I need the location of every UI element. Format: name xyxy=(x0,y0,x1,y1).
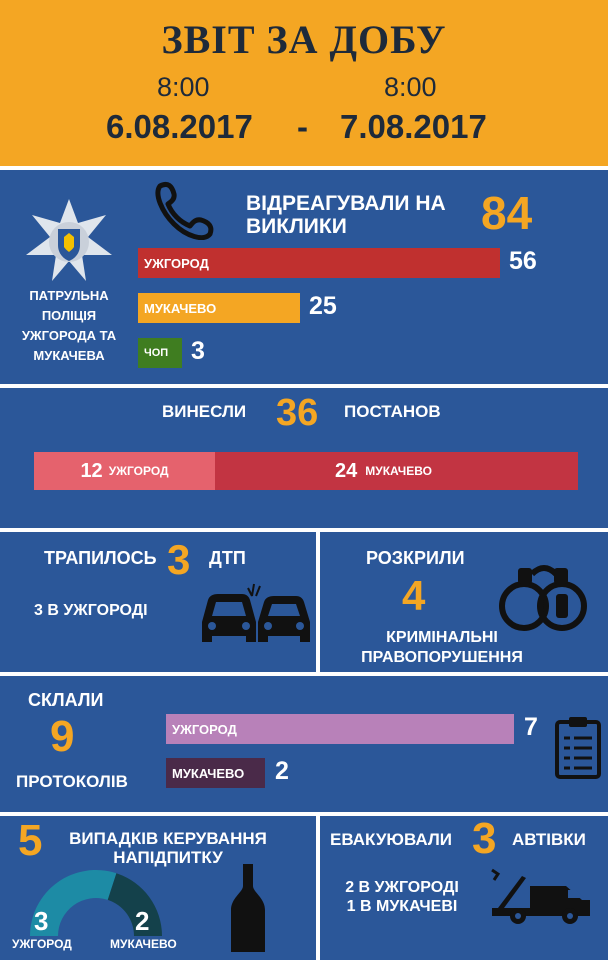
calls-bar-mukachevo: МУКАЧЕВО xyxy=(138,293,300,323)
calls-heading: ВІДРЕАГУВАЛИ НА ВИКЛИКИ xyxy=(246,192,446,238)
protocols-word1: СКЛАЛИ xyxy=(28,690,104,710)
tow-line2: 1 В МУКАЧЕВІ xyxy=(346,898,458,915)
page-title: ЗВІТ ЗА ДОБУ xyxy=(161,17,447,62)
calls-bar-uzhhorod: УЖГОРОД xyxy=(138,248,500,278)
calls-value-mukachevo: 25 xyxy=(309,292,337,320)
tow-text xyxy=(320,878,484,916)
date-from: 6.08.2017 xyxy=(106,108,253,145)
tow-word2: АВТІВКИ xyxy=(512,830,586,849)
accidents-detail: 3 В УЖГОРОДІ xyxy=(34,602,148,619)
drunk-line1: ВИПАДКІВ КЕРУВАННЯ xyxy=(69,829,267,848)
drunk-value-uzhhorod: 3 xyxy=(34,906,49,936)
resolutions-part-uzhhorod: 12 УЖГОРОД xyxy=(34,452,215,490)
car-crash-icon xyxy=(196,582,312,654)
drunk-line2: НАПІДПИТКУ xyxy=(113,848,223,867)
crimes-number: 4 xyxy=(402,572,426,619)
crimes-line1: КРИМІНАЛЬНІ xyxy=(386,629,498,646)
resolutions-word1: ВИНЕСЛИ xyxy=(162,402,247,421)
crimes-line2: ПРАВОПОРУШЕННЯ xyxy=(361,649,523,666)
time-to: 8:00 xyxy=(384,72,437,102)
calls-value-chop: 3 xyxy=(191,337,205,365)
accidents-number: 3 xyxy=(167,536,191,583)
drunk-label-uzhhorod: УЖГОРОД xyxy=(12,937,72,951)
protocols-value-uzhhorod: 7 xyxy=(524,713,538,741)
resolutions-total: 36 xyxy=(276,392,319,434)
drunk-label-mukachevo: МУКАЧЕВО xyxy=(110,937,177,951)
protocols-number: 9 xyxy=(50,712,75,761)
handcuffs-icon xyxy=(496,560,592,636)
crimes-word1: РОЗКРИЛИ xyxy=(366,548,465,568)
tow-word1: ЕВАКУЮВАЛИ xyxy=(330,830,453,849)
resolutions-part-mukachevo: 24 МУКАЧЕВО xyxy=(215,452,578,490)
clipboard-icon xyxy=(554,714,602,780)
resolutions-word2: ПОСТАНОВ xyxy=(344,402,441,421)
phone-icon xyxy=(150,180,222,240)
date-to: 7.08.2017 xyxy=(340,108,487,145)
resolutions-split-bar xyxy=(34,452,578,490)
accidents-word1: ТРАПИЛОСЬ xyxy=(44,548,157,568)
protocols-bar-uzhhorod: УЖГОРОД xyxy=(166,714,514,744)
tow-number: 3 xyxy=(472,814,497,863)
accidents-word2: ДТП xyxy=(209,548,246,568)
date-separator: - xyxy=(297,108,308,145)
tow-line1: 2 В УЖГОРОДІ xyxy=(345,879,459,896)
drunk-value-mukachevo: 2 xyxy=(135,906,150,936)
time-from: 8:00 xyxy=(157,72,210,102)
protocols-value-mukachevo: 2 xyxy=(275,757,289,785)
drunk-number: 5 xyxy=(18,816,43,865)
calls-total: 84 xyxy=(481,187,533,239)
bottle-icon xyxy=(230,862,266,956)
calls-bar-chop: ЧОП xyxy=(138,338,182,368)
calls-value-uzhhorod: 56 xyxy=(509,247,537,275)
police-badge-icon xyxy=(22,197,116,283)
tow-truck-icon xyxy=(488,868,594,926)
protocols-word2: ПРОТОКОЛІВ xyxy=(16,772,128,791)
protocols-bar-mukachevo: МУКАЧЕВО xyxy=(166,758,265,788)
org-label: ПАТРУЛЬНА ПОЛІЦІЯ УЖГОРОДА ТА МУКАЧЕВА xyxy=(21,288,117,363)
